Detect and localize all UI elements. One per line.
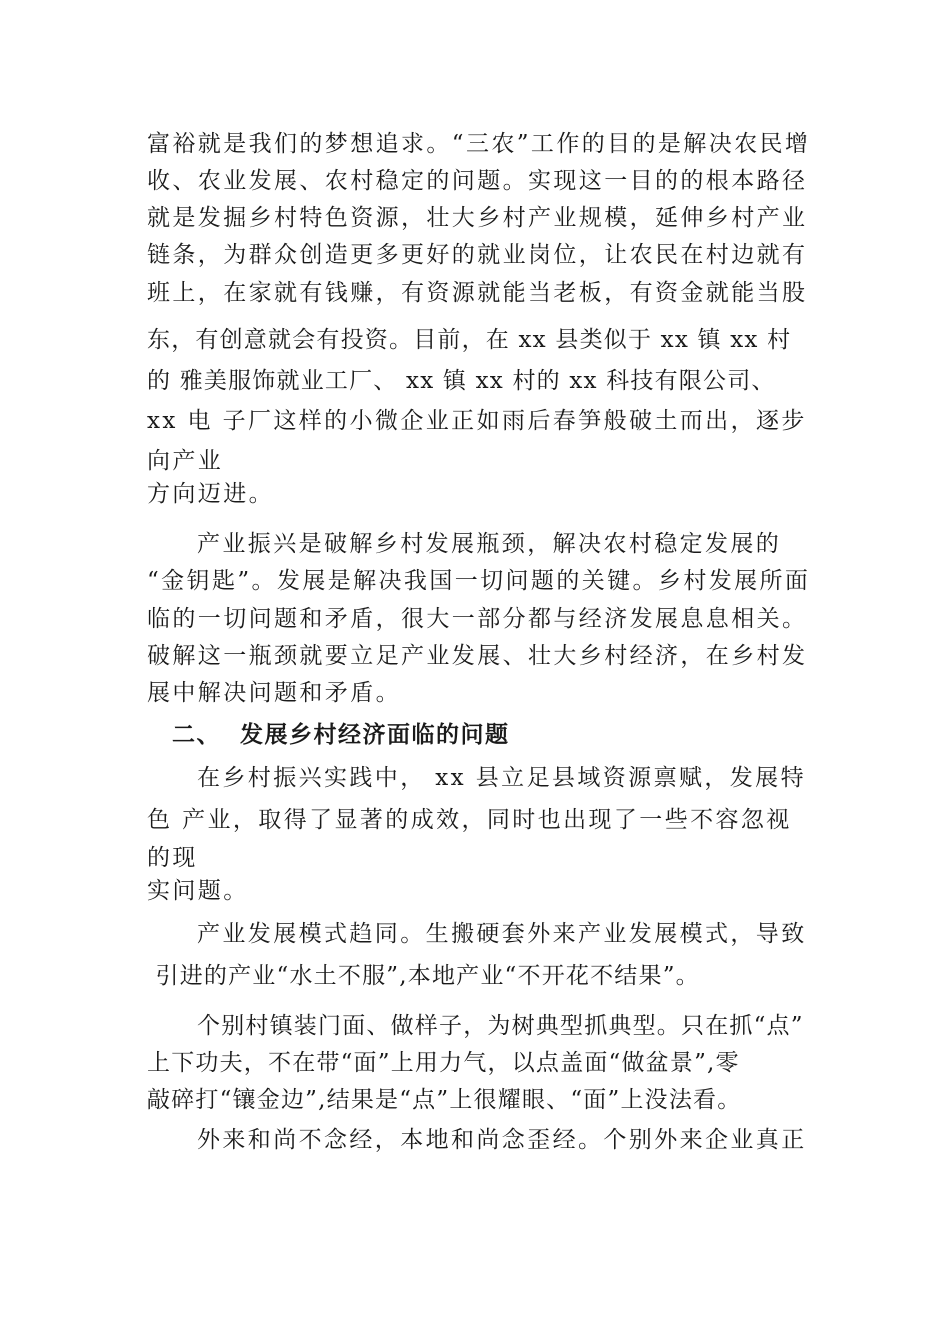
paragraph-3-line-4: 实问题。 — [147, 878, 249, 904]
paragraph-2-line-1: 产业振兴是破解乡村发展瓶颈，解决农村稳定发展的 — [197, 531, 782, 557]
paragraph-1-line-10: 方向迈进。 — [147, 481, 274, 507]
paragraph-3-line-3: 的现 — [147, 845, 198, 871]
paragraph-1-line-1: 富裕就是我们的梦想追求。“三农”工作的目的是解决农民增 — [147, 131, 811, 157]
paragraph-2-line-5: 展中解决问题和矛盾。 — [147, 680, 401, 706]
paragraph-2-line-3: 临的一切问题和矛盾，很大一部分都与经济发展息息相关。 — [147, 606, 808, 632]
paragraph-1-line-7: 的 雅美服饰就业工厂、 xx 镇 xx 村的 xx 科技有限公司、 — [147, 368, 776, 394]
paragraph-2-line-2: “金钥匙”。发展是解决我国一切问题的关键。乡村发展所面 — [147, 568, 811, 594]
paragraph-4-line-2: 引进的产业“水土不服”,本地产业“不开花不结果”。 — [147, 963, 700, 989]
paragraph-2-line-4: 破解这一瓶颈就要立足产业发展、壮大乡村经济，在乡村发 — [147, 643, 808, 669]
paragraph-1-line-3: 就是发掘乡村特色资源，壮大乡村产业规模，延伸乡村产业 — [147, 205, 808, 231]
paragraph-5-line-1: 个别村镇装门面、做样子，为树典型抓典型。只在抓“点” — [197, 1013, 804, 1039]
paragraph-4-line-1: 产业发展模式趋同。生搬硬套外来产业发展模式，导致 — [197, 921, 807, 947]
paragraph-5-line-2: 上下功夫，不在带“面”上用力气，以点盖面“做盆景”,零 — [147, 1050, 740, 1076]
paragraph-6-line-1: 外来和尚不念经，本地和尚念歪经。个别外来企业真正 — [197, 1127, 807, 1153]
paragraph-1-line-9: 向产业 — [147, 448, 224, 474]
paragraph-1-line-8: xx 电 子厂这样的小微企业正如雨后春笋般破土而出，逐步 — [147, 408, 807, 434]
section-heading: 二、 发展乡村经济面临的问题 — [172, 722, 510, 748]
paragraph-3-line-2: 色 产业，取得了显著的成效，同时也出现了一些不容忽视 — [147, 807, 792, 833]
paragraph-1-line-5: 班上，在家就有钱赚，有资源就能当老板，有资金就能当股 — [147, 280, 808, 306]
paragraph-1-line-6: 东，有创意就会有投资。目前，在 xx 县类似于 xx 镇 xx 村 — [147, 327, 792, 353]
paragraph-3-line-1: 在乡村振兴实践中， xx 县立足县域资源禀赋，发展特 — [197, 765, 806, 791]
paragraph-1-line-2: 收、农业发展、农村稳定的问题。实现这一目的的根本路径 — [147, 168, 808, 194]
paragraph-1-line-4: 链条，为群众创造更多更好的就业岗位，让农民在村边就有 — [147, 242, 808, 268]
paragraph-5-line-3: 敲碎打“镶金边”,结果是“点”上很耀眼、“面”上没法看。 — [147, 1087, 742, 1113]
